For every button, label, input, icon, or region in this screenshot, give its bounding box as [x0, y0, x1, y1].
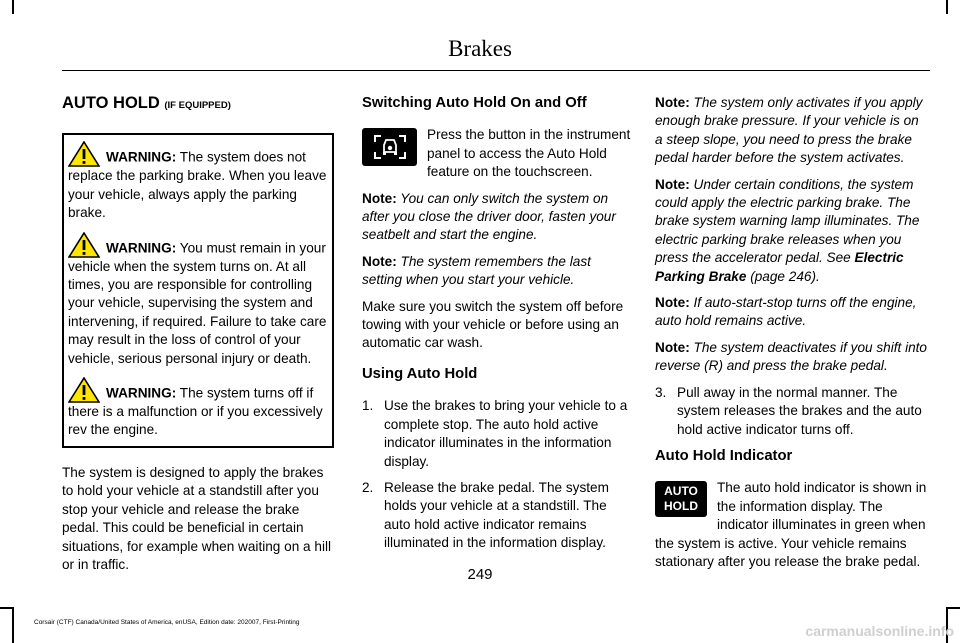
- note-text: The system remembers the last setting when you start your vehicle.: [362, 253, 591, 288]
- note-6: [655, 339, 927, 376]
- section-heading-switching: Switching Auto Hold On and Off: [362, 95, 587, 111]
- warning-text: You must remain in your vehicle when the system turns on. At all times, you are responsible for controlling your vehicle, supervising the system and intervening, if required. Failure to take care may result in the loss of control of your vehicle, serious personal injury or death.: [68, 240, 327, 366]
- warning-triangle-icon: [68, 141, 100, 167]
- note-label: Note:: [655, 176, 690, 192]
- step-number: 2.: [362, 479, 374, 495]
- warning-3: [68, 377, 330, 440]
- note-label: Note:: [655, 95, 690, 110]
- step-number: 3.: [655, 384, 667, 400]
- warning-label: WARNING:: [106, 385, 177, 401]
- column-3: [655, 94, 927, 579]
- crop-mark-bottom-right-h: [946, 607, 960, 609]
- watermark: carmanualsonline.info: [805, 623, 954, 639]
- towing-paragraph: Make sure you switch the system off before towing with your vehicle or before using an automatic car wash.: [362, 298, 624, 351]
- body-paragraph: The system is designed to apply the brakes to hold your vehicle at a standstill after you stop your vehicle and release the brake pedal. This could be beneficial in certain situations, for example when waiting on a hill or in traffic.: [62, 464, 332, 572]
- section-heading-auto-hold: [62, 94, 334, 115]
- note-text: You can only switch the system on after you close the driver door, fasten your seatbelt and start the engine.: [362, 190, 616, 243]
- instrument-panel-instruction: [362, 126, 632, 181]
- warning-2: [68, 232, 330, 368]
- list-item: [362, 479, 632, 553]
- crop-mark-top-left-v: [12, 0, 14, 14]
- note-label: Note:: [655, 339, 690, 355]
- note-label: Note:: [362, 190, 397, 206]
- step-text: Release the brake pedal. The system holds your vehicle at a standstill. The auto hold active indicator remains illuminated in the information display.: [384, 479, 609, 551]
- heading-qualifier: (IF EQUIPPED): [164, 100, 231, 111]
- heading-text: AUTO HOLD: [62, 94, 160, 112]
- note-1: [362, 190, 632, 245]
- crop-mark-top-right-v: [946, 0, 948, 14]
- warning-label: WARNING:: [106, 150, 177, 165]
- section-heading-using: Using Auto Hold: [362, 365, 478, 382]
- note-text: The system deactivates if you shift into reverse (R) and press the brake pedal.: [655, 339, 927, 374]
- note-4: [655, 176, 927, 286]
- note-label: Note:: [362, 253, 397, 269]
- footer-edition: Corsair (CTF) Canada/United States of America, enUSA, Edition date: 202007, First-Printing: [34, 619, 300, 626]
- indicator-line-1: AUTO: [664, 484, 698, 499]
- step-text: Use the brakes to bring your vehicle to a complete stop. The auto hold active indicator illuminates in the information display.: [384, 398, 628, 469]
- note-text: Under certain conditions, the system could apply the electric parking brake. The brake system warning lamp illuminates. The electric parking brake releases when you press the accelerator pedal. See: [655, 176, 920, 266]
- auto-hold-indicator-icon: [655, 481, 707, 517]
- steps-list: [362, 397, 632, 552]
- page-reference: (page 246).: [746, 268, 820, 284]
- warning-triangle-icon: [68, 232, 100, 258]
- warning-triangle-icon: [68, 377, 100, 403]
- note-2: [362, 253, 632, 290]
- column-2: [362, 94, 632, 561]
- electric-parking-brake-link[interactable]: Electric Parking Brake: [655, 250, 904, 284]
- crop-mark-bottom-left-v: [12, 607, 14, 643]
- warning-box: [62, 133, 334, 447]
- instruction-text: Press the button in the instrument panel to access the Auto Hold feature on the touchscreen.: [427, 127, 631, 180]
- list-item: [655, 384, 927, 439]
- note-text: The system only activates if you apply enough brake pressure. If your vehicle is on a steep slope, you need to press the brake pedal harder before the system activates.: [655, 95, 923, 166]
- warning-text: The system does not replace the parking brake. When you leave your vehicle, always apply the parking brake.: [68, 150, 327, 221]
- warning-label: WARNING:: [106, 240, 177, 256]
- note-3: [655, 94, 927, 168]
- steps-list-continued: [655, 384, 927, 439]
- note-5: [655, 294, 927, 331]
- note-label: Note:: [655, 295, 690, 311]
- page-number: 249: [467, 566, 493, 583]
- step-text: Pull away in the normal manner. The system releases the brakes and the auto hold active indicator turns off.: [677, 384, 922, 437]
- indicator-text: The auto hold indicator is shown in the information display. The indicator illuminates in green when the system is active. Your vehicle remains stationary after you release the brake pedal.: [655, 480, 927, 569]
- section-heading-indicator: Auto Hold Indicator: [655, 447, 793, 464]
- column-1: [62, 94, 334, 582]
- page-title: Brakes: [448, 36, 512, 61]
- step-number: 1.: [362, 398, 374, 414]
- header-rule: [62, 70, 930, 71]
- warning-1: [68, 141, 330, 222]
- list-item: [362, 397, 632, 471]
- crop-mark-bottom-left-h: [0, 607, 13, 609]
- warning-text: The system turns off if there is a malfunction or if you excessively rev the engine.: [68, 385, 323, 438]
- vehicle-hold-button-icon: [362, 128, 417, 166]
- indicator-line-2: HOLD: [664, 499, 698, 514]
- indicator-description: [655, 479, 927, 571]
- note-text: If auto-start-stop turns off the engine, auto hold remains active.: [655, 295, 917, 329]
